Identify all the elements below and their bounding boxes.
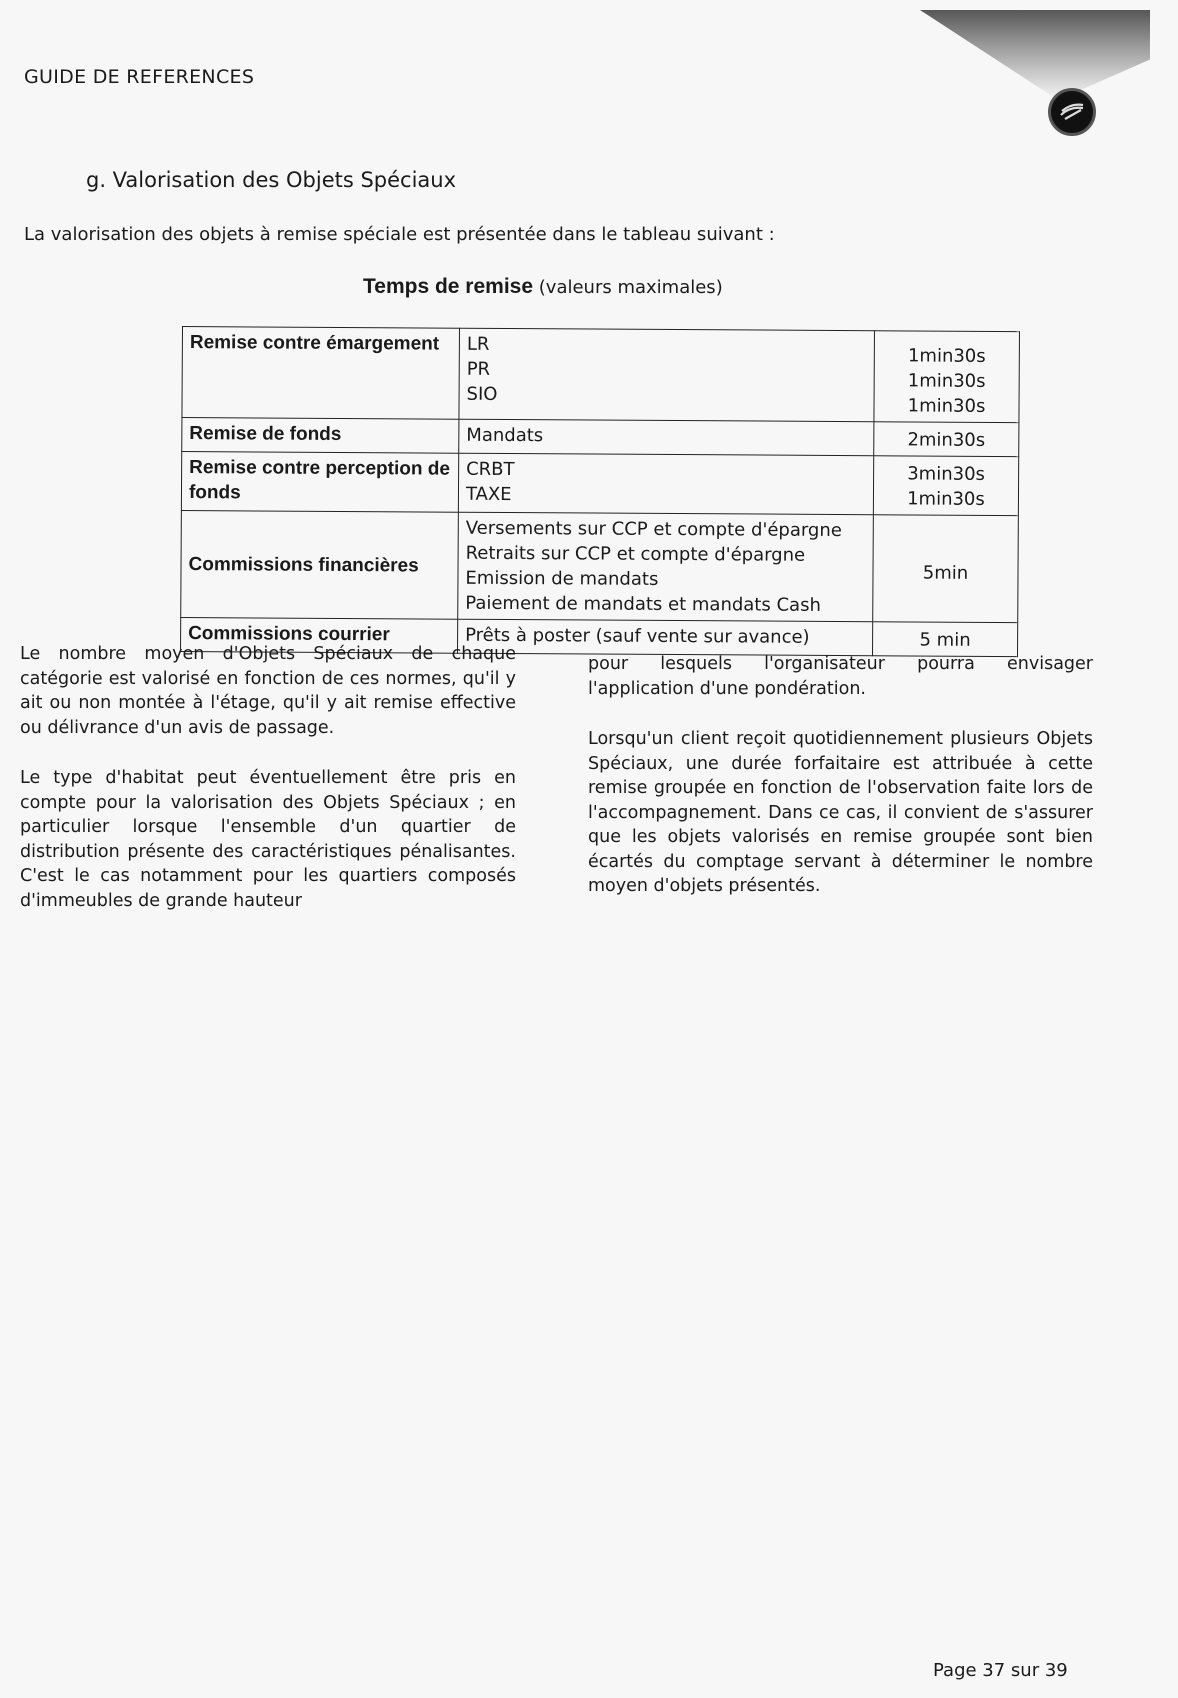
table-row [182,327,1020,423]
running-header: GUIDE DE REFERENCES [24,66,255,88]
time-value: 1min30s [907,370,986,392]
items-cell [458,453,873,515]
left-column [20,642,516,939]
items-cell [458,512,874,622]
time-cell [874,422,1019,457]
delivery-time-table [180,326,1020,657]
table-row [181,452,1018,516]
item-line: Mandats [466,424,544,447]
paragraph: pour lesquels l'organisateur pourra envisager l'application d'une pondération. [588,654,1093,699]
time-cell [874,331,1020,423]
item-line: Retraits sur CCP et compte d'épargne [465,542,806,566]
category-cell: Remise de fonds [182,418,459,454]
table-caption-note: (valeurs maximales) [538,277,723,298]
time-value: 1min30s [907,345,986,367]
section-intro: La valorisation des objets à remise spéciale est présentée dans le tableau suivant : [24,224,775,245]
la-poste-logo-icon [1048,88,1096,136]
time-value: 1min30s [907,488,985,510]
right-column [588,652,1093,925]
time-value: 1min30s [907,395,986,417]
paragraph: Le type d'habitat peut éventuellement être pris en compte pour la valorisation des Objets Spéciaux ; en particulier lorsque l'ensemble d'un quartier de distribution présente des caractéristiques pénalisantes. C'est le cas notamment pour les quartiers composés d'immeubles de grande hauteur [20,768,516,911]
time-value: 3min30s [907,463,986,485]
item-line: Paiement de mandats et mandats Cash [465,592,821,616]
category-cell: Remise contre perception de fonds [181,452,458,513]
table-caption [363,275,723,299]
category-cell: Commissions financières [181,510,459,619]
time-cell [873,515,1019,623]
scan-corner-shadow [920,10,1150,100]
table-caption-title: Temps de remise [363,275,534,298]
item-line: CRBT [466,458,515,481]
category-cell: Commissions courrier [181,617,458,653]
category-cell: Remise contre émargement [182,327,460,420]
table-row [181,510,1019,622]
time-value: 5min [922,562,969,584]
item-line: Versements sur CCP et compte d'épargne [465,517,842,542]
item-line: Prêts à poster (sauf vente sur avance) [465,624,810,648]
items-cell [458,619,873,656]
item-line: PR [466,358,491,380]
section-title: g. Valorisation des Objets Spéciaux [86,168,457,192]
item-line: TAXE [465,483,512,506]
item-line: LR [466,333,490,355]
item-line: SIO [466,383,498,405]
time-value: 2min30s [907,429,986,451]
paragraph: Lorsqu'un client reçoit quotidiennement plusieurs Objets Spéciaux, une durée forfaitaire est attribuée à cette remise groupée en fonction de l'observation faite lors de l'accompagnement. Dans ce cas, il convient de s'assurer que les objets valorisés en remise groupée sont bien écartés du comptage servant à déterminer le nombre moyen d'objets présentés. [588,729,1093,896]
paragraph: Le nombre moyen d'Objets Spéciaux de chaque catégorie est valorisé en fonction de ces normes, qu'il y ait ou non montée à l'étage, qu'il y ait remise effective ou délivrance d'un avis de passage. [20,644,516,738]
items-cell [459,328,875,422]
table-row [182,418,1019,457]
time-value: 5 min [919,629,971,651]
item-line: Emission de mandats [465,567,659,590]
page-number: Page 37 sur 39 [933,1660,1068,1681]
items-cell [459,419,874,456]
time-cell [873,456,1018,516]
